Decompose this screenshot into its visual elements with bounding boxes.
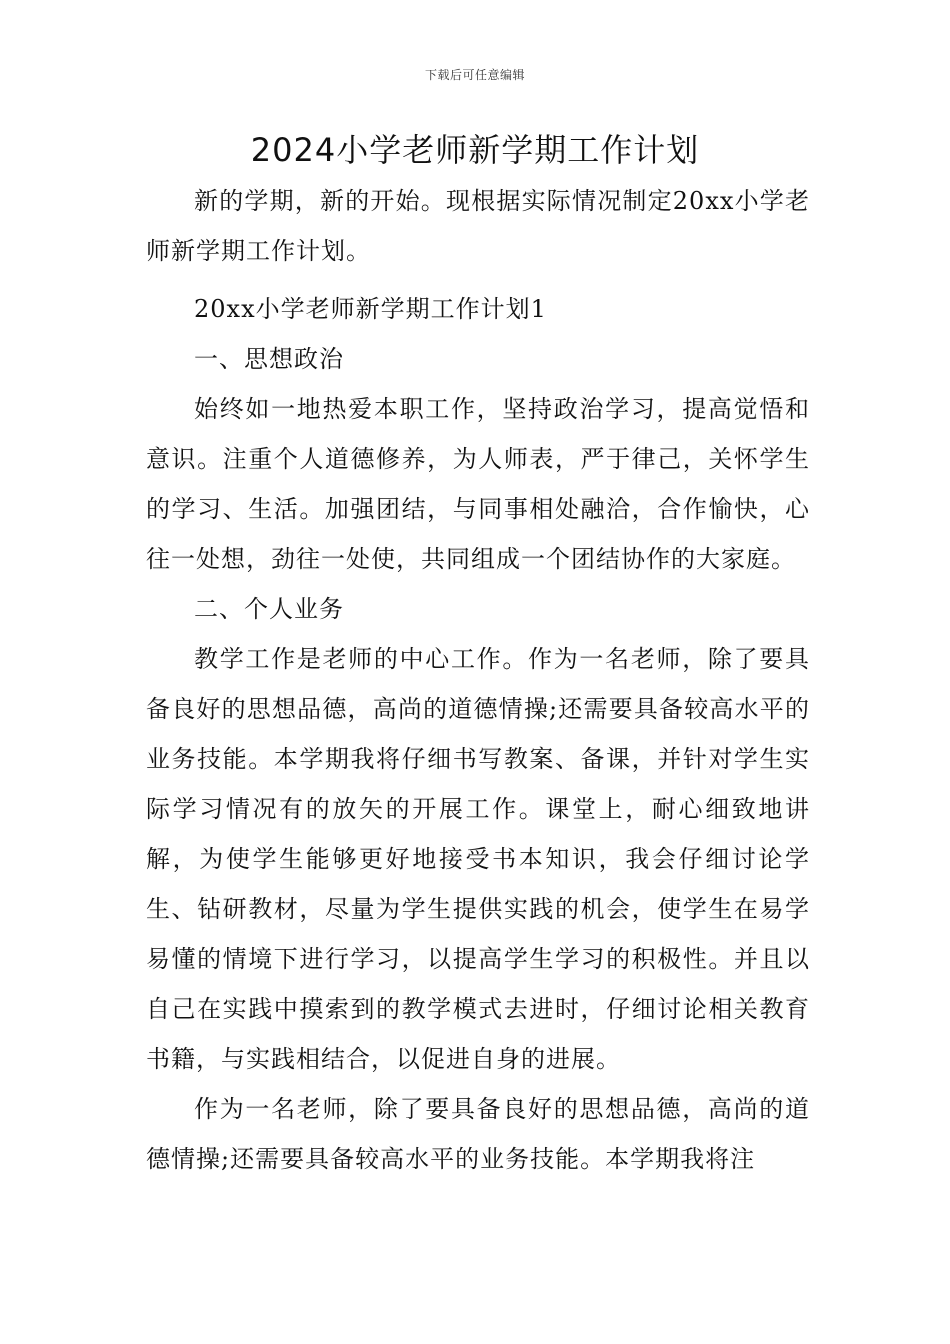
paragraph-section-2-heading: 二、个人业务	[194, 595, 344, 623]
header-note: 下载后可任意编辑	[424, 68, 525, 82]
paragraph-section-2-body: 教学工作是老师的中心工作。作为一名老师，除了要具备良好的思想品德，高尚的道德情操;还需要具备较高水平的业务技能。本学期我将仔细书写教案、备课，并针对学生实际学习情况有的放矢的开展工作。课堂上，耐心细致地讲解，为使学生能够更好地接受书本知识，我会仔细讨论学生、钻研教材，尽量为学生提供实践的机会，使学生在易学易懂的情境下进行学习，以提高学生学习的积极性。并且以自己在实践中摸索到的教学模式去进时，仔细讨论相关教育书籍，与实践相结合，以促进自身的进展。	[146, 645, 810, 1073]
paragraph-section-1-heading: 一、思想政治	[194, 345, 344, 373]
paragraph-plan-heading: 20xx小学老师新学期工作计划1	[194, 295, 547, 323]
document-title: 2024小学老师新学期工作计划	[250, 131, 700, 169]
paragraph-continuation: 作为一名老师，除了要具备良好的思想品德，高尚的道德情操;还需要具备较高水平的业务技能。本学期我将注	[146, 1095, 810, 1173]
paragraph-section-1-body: 始终如一地热爱本职工作，坚持政治学习，提高觉悟和意识。注重个人道德修养，为人师表，严于律己，关怀学生的学习、生活。加强团结，与同事相处融洽，合作愉快，心往一处想，劲往一处使，共同组成一个团结协作的大家庭。	[146, 395, 810, 573]
paragraph-intro: 新的学期，新的开始。现根据实际情况制定20xx小学老师新学期工作计划。	[146, 187, 810, 265]
document-body	[146, 176, 810, 1184]
